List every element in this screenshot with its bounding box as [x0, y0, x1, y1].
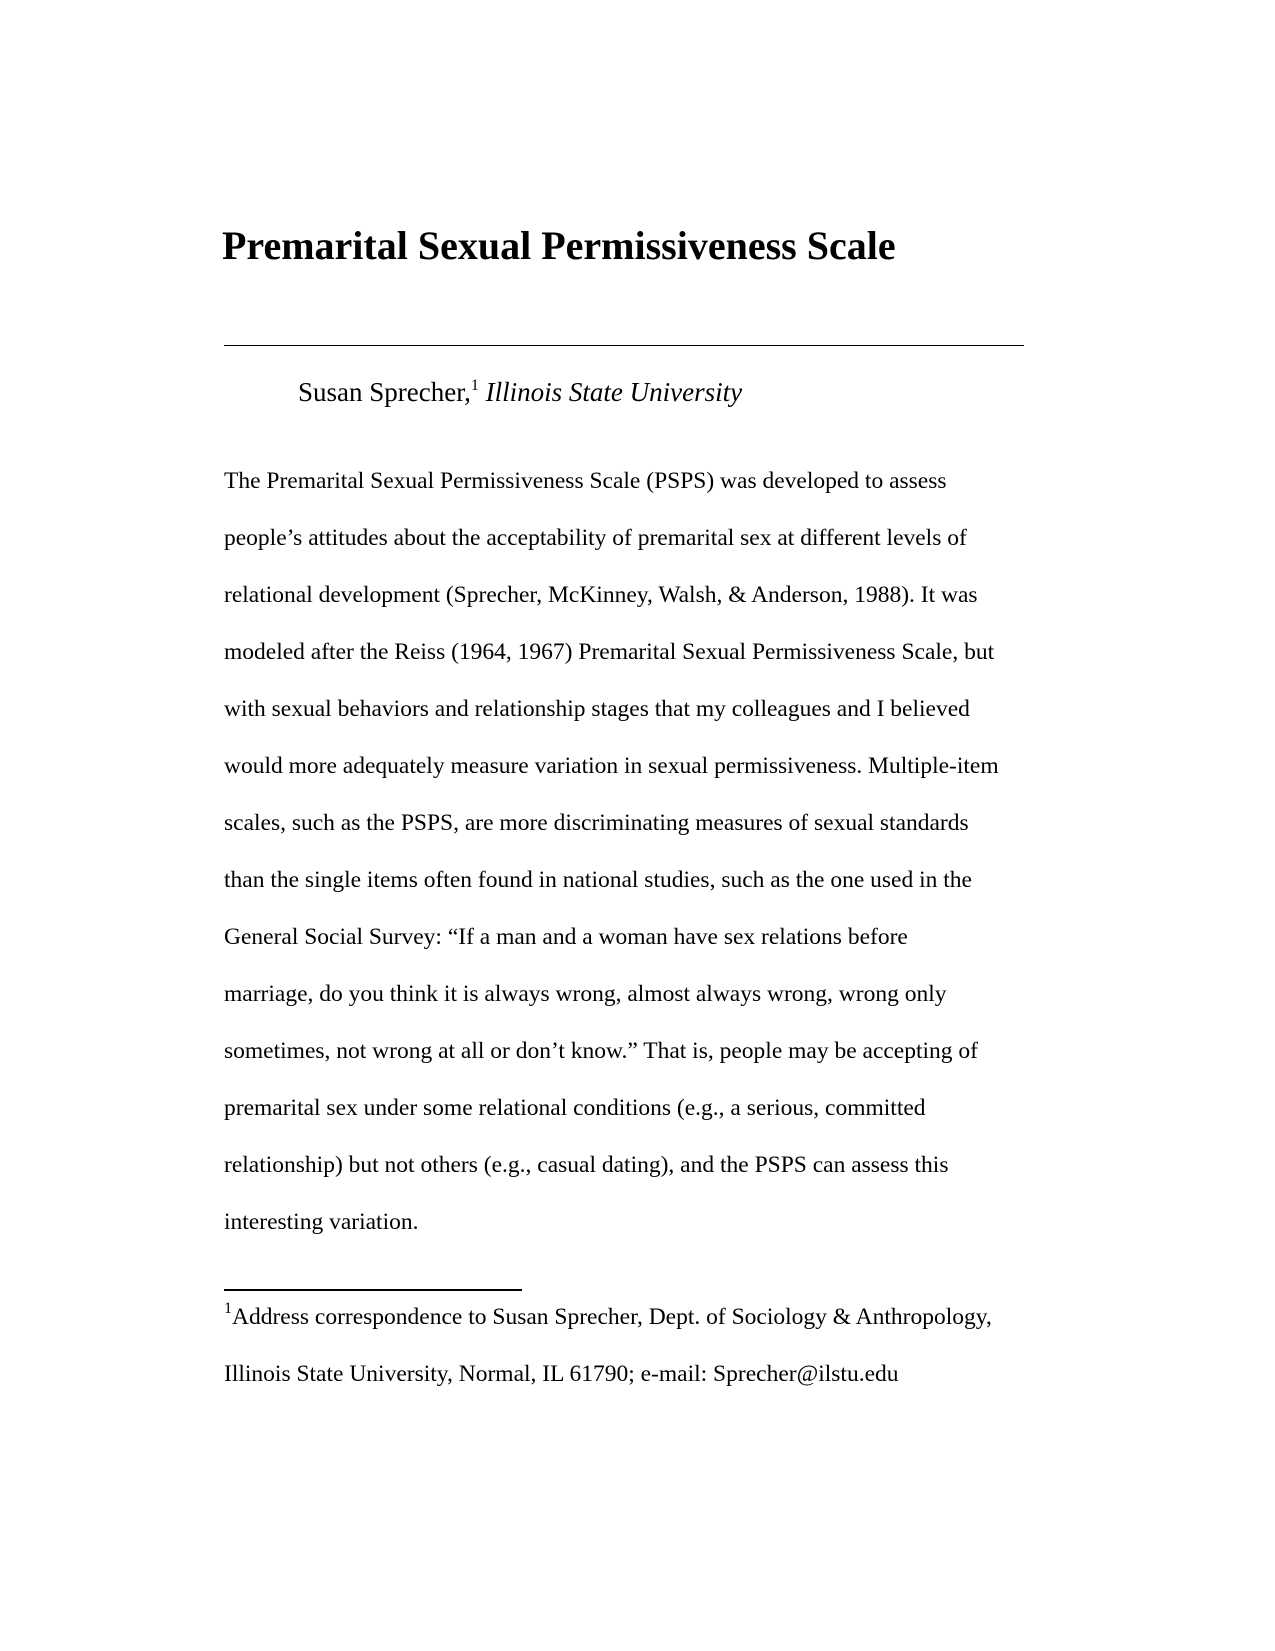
author-affiliation: Illinois State University	[485, 377, 743, 407]
paragraph-line: modeled after the Reiss (1964, 1967) Premarital Sexual Permissiveness Scale, but	[224, 639, 995, 665]
paragraph-line: relationship) but not others (e.g., casual dating), and the PSPS can assess this	[224, 1152, 949, 1178]
footnote-marker: 1	[224, 1300, 232, 1317]
footnote-line: Illinois State University, Normal, IL 61790; e-mail: Sprecher@ilstu.edu	[224, 1361, 899, 1387]
paragraph-line: would more adequately measure variation in sexual permissiveness. Multiple-item	[224, 753, 999, 779]
paragraph-line: The Premarital Sexual Permissiveness Scale (PSPS) was developed to assess	[224, 468, 947, 494]
paragraph-line: premarital sex under some relational conditions (e.g., a serious, committed	[224, 1095, 926, 1121]
paragraph-line: marriage, do you think it is always wrong, almost always wrong, wrong only	[224, 981, 947, 1007]
author-name: Susan Sprecher,	[298, 377, 471, 407]
footnote-text-line1: Address correspondence to Susan Sprecher, Dept. of Sociology & Anthropology,	[232, 1304, 992, 1330]
title-divider	[224, 345, 1024, 346]
paragraph-line: scales, such as the PSPS, are more discriminating measures of sexual standards	[224, 810, 969, 836]
footnote-line	[224, 1302, 1064, 1359]
footnote	[224, 1302, 1064, 1416]
footnote-divider	[224, 1289, 522, 1291]
paragraph-line: interesting variation.	[224, 1209, 419, 1235]
paragraph-line: relational development (Sprecher, McKinney, Walsh, & Anderson, 1988). It was	[224, 582, 978, 608]
document-title: Premarital Sexual Permissiveness Scale	[222, 223, 896, 268]
paragraph-line: than the single items often found in national studies, such as the one used in the	[224, 867, 972, 893]
paragraph-line: people’s attitudes about the acceptability of premarital sex at different levels of	[224, 525, 967, 551]
footnote-reference[interactable]: 1	[470, 377, 479, 394]
byline	[298, 375, 742, 409]
body-paragraph	[224, 466, 1054, 1264]
paragraph-line: sometimes, not wrong at all or don’t know.” That is, people may be accepting of	[224, 1038, 978, 1064]
paragraph-line: with sexual behaviors and relationship stages that my colleagues and I believed	[224, 696, 970, 722]
paragraph-line: General Social Survey: “If a man and a woman have sex relations before	[224, 924, 908, 950]
